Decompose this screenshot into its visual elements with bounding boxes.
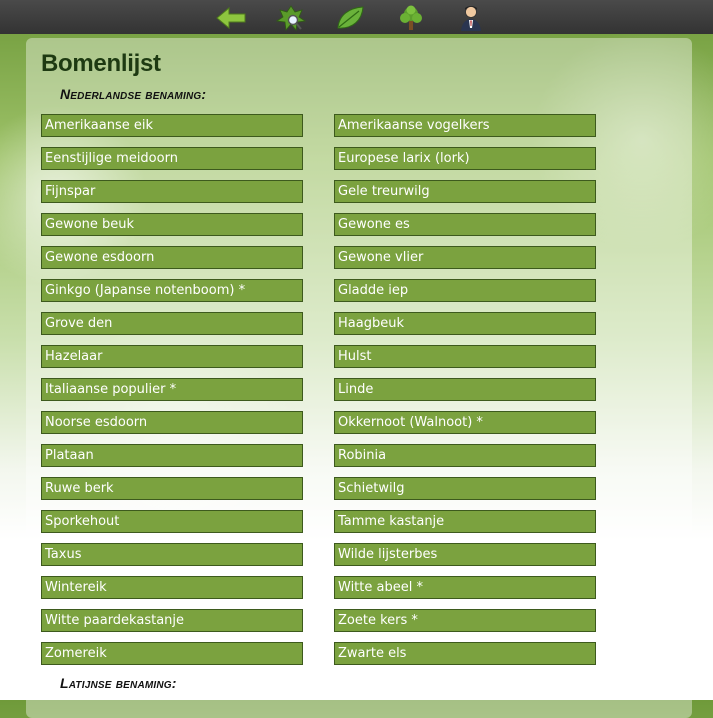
tree-item-button[interactable]: Hazelaar <box>41 345 303 368</box>
tree-item-button[interactable]: Amerikaanse vogelkers <box>334 114 596 137</box>
tree-item-button[interactable]: Zomereik <box>41 642 303 665</box>
leaf-button[interactable] <box>333 3 367 33</box>
leaf-icon <box>335 5 365 31</box>
tree-item-button[interactable]: Hulst <box>334 345 596 368</box>
section-latin-names: Latijnse benaming: <box>60 675 177 691</box>
top-navigation-bar <box>0 0 713 34</box>
tree-item-button[interactable]: Schietwilg <box>334 477 596 500</box>
search-leaf-button[interactable] <box>274 3 308 33</box>
tree-item-button[interactable]: Haagbeuk <box>334 312 596 335</box>
tree-item-button[interactable]: Ruwe berk <box>41 477 303 500</box>
tree-item-button[interactable]: Zoete kers * <box>334 609 596 632</box>
leaf-search-icon <box>276 4 306 32</box>
tree-item-button[interactable]: Gewone beuk <box>41 213 303 236</box>
tree-item-button[interactable]: Ginkgo (Japanse notenboom) * <box>41 279 303 302</box>
tree-item-button[interactable]: Zwarte els <box>334 642 596 665</box>
profile-button[interactable] <box>454 3 488 33</box>
tree-item-button[interactable]: Gewone esdoorn <box>41 246 303 269</box>
tree-item-button[interactable]: Linde <box>334 378 596 401</box>
section-dutch-names: Nederlandse benaming: <box>60 86 207 102</box>
tree-item-button[interactable]: Fijnspar <box>41 180 303 203</box>
tree-button[interactable] <box>394 3 428 33</box>
back-arrow-icon <box>215 6 247 30</box>
tree-item-button[interactable]: Gewone vlier <box>334 246 596 269</box>
tree-item-button[interactable]: Gladde iep <box>334 279 596 302</box>
tree-item-button[interactable]: Okkernoot (Walnoot) * <box>334 411 596 434</box>
page-title: Bomenlijst <box>41 50 161 77</box>
tree-item-button[interactable]: Wilde lijsterbes <box>334 543 596 566</box>
tree-item-button[interactable]: Gele treurwilg <box>334 180 596 203</box>
tree-item-button[interactable]: Italiaanse populier * <box>41 378 303 401</box>
person-icon <box>458 4 484 32</box>
tree-item-button[interactable]: Europese larix (lork) <box>334 147 596 170</box>
tree-item-button[interactable]: Noorse esdoorn <box>41 411 303 434</box>
tree-item-button[interactable]: Plataan <box>41 444 303 467</box>
tree-item-button[interactable]: Robinia <box>334 444 596 467</box>
tree-item-button[interactable]: Grove den <box>41 312 303 335</box>
tree-item-button[interactable]: Taxus <box>41 543 303 566</box>
back-button[interactable] <box>214 3 248 33</box>
tree-list <box>41 114 601 665</box>
tree-item-button[interactable]: Witte paardekastanje <box>41 609 303 632</box>
tree-item-button[interactable]: Gewone es <box>334 213 596 236</box>
tree-item-button[interactable]: Amerikaanse eik <box>41 114 303 137</box>
tree-item-button[interactable]: Witte abeel * <box>334 576 596 599</box>
tree-item-button[interactable]: Wintereik <box>41 576 303 599</box>
tree-item-button[interactable]: Sporkehout <box>41 510 303 533</box>
tree-item-button[interactable]: Eenstijlige meidoorn <box>41 147 303 170</box>
tree-icon <box>397 4 425 32</box>
tree-item-button[interactable]: Tamme kastanje <box>334 510 596 533</box>
